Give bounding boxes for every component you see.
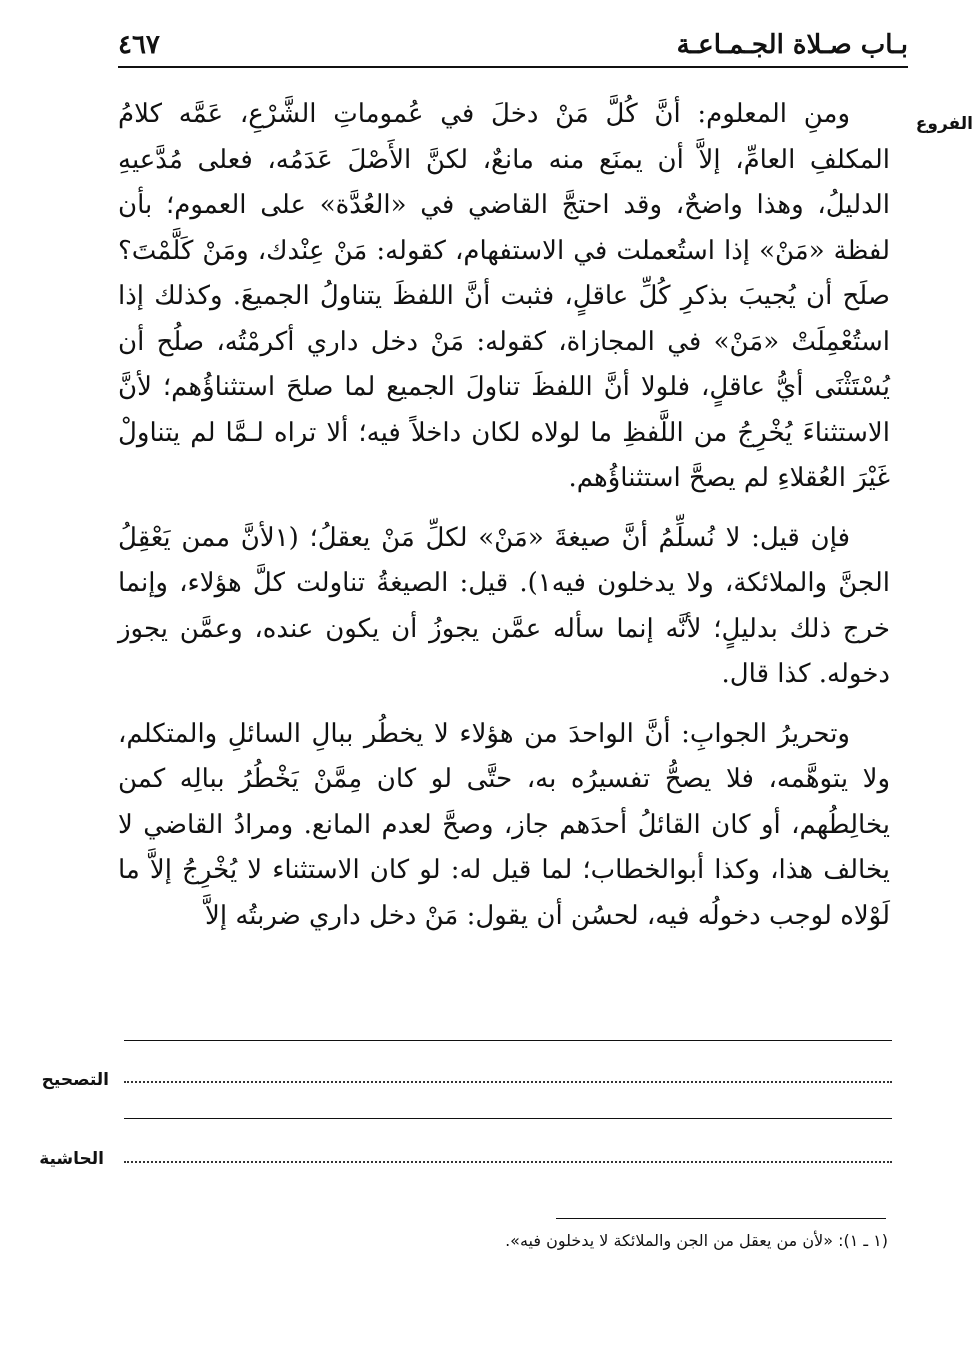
paragraph-1: ومنِ المعلوم: أنَّ كُلَّ مَنْ دخلَ في عُموماتِ الشَّرْعِ، عَمَّه كلامُ المكلفِ العامِّ، إلاَّ أن يمنَع منه مانعٌ، لكنَّ الأَصْلَ عَدَمُه، فعلى مُدَّعيهِ الدليلُ، وهذا واضحٌ، وقد احتجَّ القاضي في «العُدَّة» على العموم؛ بأن لفظة «مَنْ» إذا استُعملت في الاستفهام، كقوله: مَنْ عِنْدك، ومَنْ كَلَّمْتَ؟ صلَح أن يُجيبَ بذكرِ كُلِّ عاقلٍ، فثبت أنَّ اللفظَ يتناولُ الجميعَ. وكذلك إذا استُعْمِلَتْ «مَنْ» في المجازاة، كقوله: مَنْ دخل داري أكرمْتُه، صلُح أن يُسْتَثْنَى أيُّ عاقلٍ، فلولا أنَّ اللفظَ تناولَ الجميع لما صلحَ استثناؤُهم؛ لأنَّ الاستثناءَ يُخْرِجُ من اللَّفظِ ما لولاه لكان داخلاً فيه؛ ألا تراه لـمَّا لم يتناولْ غَيْرَ العُقلاءِ لم يصحَّ استثناؤُهم. [118, 99, 890, 493]
page-number: ٤٦٧ [118, 30, 160, 60]
chapter-title: بـاب صـلاة الجـمـاعـة [676, 30, 908, 60]
paragraph-2: فإن قيل: لا نُسلِّمُ أنَّ صيغةَ «مَنْ» لكلِّ مَنْ يعقلُ؛ (١لأنَّ ممن يَعْقِلُ الجنَّ والملائكة، ولا يدخلون فيه١). قيل: الصيغةُ تناولت كلَّ هؤلاء، وإنما خرج ذلك بدليلٍ؛ لأنَّه إنما سأله عمَّن يجوزُ أن يكون عنده، وعمَّن يجوز دخوله. كذا قال. [118, 522, 890, 689]
page-header [118, 28, 908, 68]
footnote-text: (١ ـ ١): «لأن من يعقل من الجن والملائكة لا يدخلون فيه». [505, 1231, 888, 1250]
margin-label-correction: التصحيح [41, 1070, 109, 1090]
annotation-dotted-line[interactable] [124, 1161, 892, 1163]
main-text [118, 92, 890, 939]
paragraph-3: وتحريرُ الجوابِ: أنَّ الواحدَ من هؤلاء لا يخطُر ببالِ السائلِ والمتكلم، ولا يتوهَّمه، فلا يصحُّ تفسيرُه به، حتَّى لو كان مِمَّنْ يَخْطُرُ ببالِه كمن يخالِطُهم، أو كان القائلُ أحدَهم جاز، وصحَّ لعدم المانع. ومرادُ القاضي لا يخالف هذا، وكذا أبوالخطاب؛ لما قيل له: لو كان الاستثناء لا يُخْرِجُ إلاَّ ما لَوْلاه لوجب دخولُه فيه، لحسُن أن يقول: مَنْ دخل داري ضربتُه إلاَّ [118, 718, 890, 931]
header-rule [118, 66, 908, 68]
footnote-rule [556, 1218, 886, 1219]
annotation-top-rule [124, 1118, 892, 1119]
margin-label-branches: الفروع [915, 114, 973, 134]
margin-label-annotation: الحاشية [39, 1149, 104, 1169]
correction-dotted-line[interactable] [124, 1081, 892, 1083]
correction-top-rule [124, 1040, 892, 1041]
